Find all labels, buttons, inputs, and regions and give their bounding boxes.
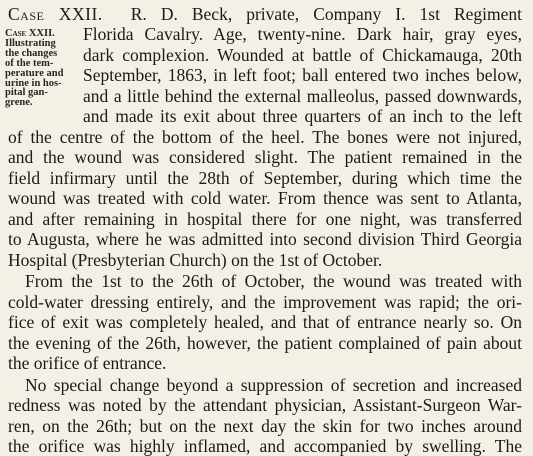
text-line-17: the evening of the 26th, however, the patient complained of pain about [8, 332, 522, 353]
text-line-4: September, 1863, in left foot; ball entered two inches below, [83, 65, 522, 86]
text-line-13: Hospital (Presbyterian Church) on the 1st of October. [8, 249, 383, 270]
margin-note-line: Illustrating [5, 38, 56, 49]
case-heading: Case XXII. [8, 4, 103, 24]
text-line-10: wound was treated with cold water. From thence was sent to Atlanta, [8, 188, 522, 209]
text-line-15: cold-water dressing entirely, and the improvement was rapid; the ori- [8, 291, 522, 312]
text-line-21: ren, on the 26th; but on the next day the skin for two inches around [8, 415, 522, 436]
margin-note-line: urine in hos- [5, 77, 62, 89]
text-line-6: and made its exit about three quarters of an inch to the left [83, 106, 522, 127]
text-line-11: and after remaining in hospital there for one night, was transferred [8, 208, 522, 229]
text-line-1-body: R. D. Beck, private, Company I. 1st Regiment [130, 4, 523, 24]
text-line-7: of the centre of the bottom of the heel. The bones were not injured, [8, 126, 522, 147]
margin-note-line: the changes [5, 47, 58, 59]
text-line-8: and the wound was considered slight. The patient remained in the [8, 147, 522, 168]
text-line-2: Florida Cavalry. Age, twenty-nine. Dark hair, gray eyes, [83, 24, 522, 45]
margin-note [5, 29, 81, 108]
text-line-1 [8, 4, 522, 24]
text-line-22: the orifice was highly inflamed, and accompanied by swelling. The [8, 436, 522, 456]
text-line-3: dark complexion. Wounded at battle of Chickamauga, 20th [83, 44, 522, 65]
text-line-16: fice of exit was completely healed, and that of entrance nearly so. On [8, 312, 522, 333]
margin-note-heading: Case XXII. [5, 28, 55, 40]
text-line-12: to Augusta, where he was admitted into second division Third Georgia [8, 229, 522, 250]
margin-note-line: perature and [5, 67, 64, 79]
text-line-9: field infirmary until the 28th of September, during which time the [8, 167, 522, 188]
text-line-20: redness was noted by the attendant physician, Assistant-Surgeon War- [8, 395, 522, 416]
margin-note-line: grene. [5, 97, 33, 109]
text-line-5: and a little behind the external malleolus, passed downwards, [83, 85, 522, 106]
margin-note-line: pital gan- [5, 87, 48, 99]
text-line-18: the orifice of entrance. [8, 353, 167, 374]
margin-note-line: of the tem- [5, 57, 54, 69]
text-line-14: From the 1st to the 26th of October, the wound was treated with [25, 271, 522, 292]
text-line-19: No special change beyond a suppression of secretion and increased [25, 374, 522, 395]
